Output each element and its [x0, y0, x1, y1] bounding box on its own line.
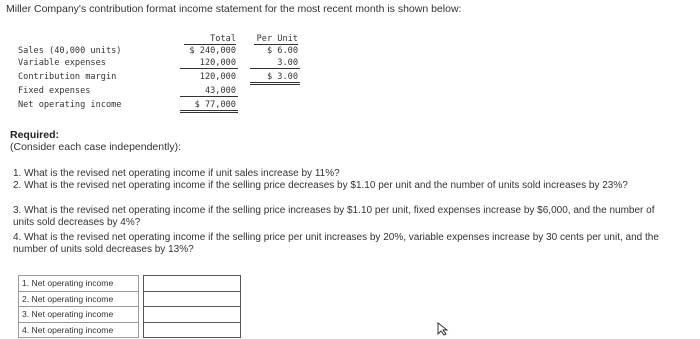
pointer-cursor-icon [436, 322, 450, 336]
subtotal-rule [180, 96, 238, 97]
row-per-unit: $ 6.00 [266, 46, 298, 56]
answer-input-2[interactable] [144, 292, 240, 305]
row-label: Sales (40,000 units) [18, 46, 122, 56]
row-total: 120,000 [199, 58, 236, 68]
answer-label: 3. Net operating income [19, 307, 139, 323]
answer-row [19, 276, 241, 292]
answer-label: 2. Net operating income [19, 291, 139, 307]
row-total: $ 240,000 [189, 46, 236, 56]
answer-row [19, 291, 241, 307]
row-total: 43,000 [204, 86, 236, 96]
required-subtitle: (Consider each case independently): [10, 141, 182, 153]
answer-table [18, 275, 241, 338]
subtotal-rule [250, 68, 300, 69]
intro-text: Miller Company's contribution format income statement for the most recent month is shown below: [6, 3, 462, 15]
subtotal-rule [180, 68, 238, 69]
header-per-unit-underline [254, 44, 298, 45]
row-per-unit: 3.00 [277, 58, 298, 68]
answer-input-4[interactable] [144, 323, 240, 336]
answer-label: 4. Net operating income [19, 322, 139, 338]
row-label: Variable expenses [18, 58, 106, 68]
row-label: Fixed expenses [18, 86, 91, 96]
row-label: Contribution margin [18, 72, 117, 82]
total-double-rule [180, 110, 238, 113]
answer-label: 1. Net operating income [19, 276, 139, 292]
row-total: 120,000 [199, 72, 236, 82]
header-total: Total [210, 34, 236, 44]
per-unit-double-rule [250, 82, 300, 85]
header-per-unit: Per Unit [256, 34, 298, 44]
answer-input-1[interactable] [144, 277, 240, 290]
row-per-unit: $ 3.00 [266, 72, 298, 82]
answer-row [19, 307, 241, 323]
answer-row [19, 322, 241, 338]
question-2: 2. What is the revised net operating income if the selling price decreases by $1.10 per unit and the number of units sold increases by 23%? [13, 180, 628, 191]
row-label: Net operating income [18, 100, 122, 110]
row-total: $ 77,000 [194, 100, 236, 110]
answer-input-3[interactable] [144, 308, 240, 321]
required-heading: Required: [10, 129, 60, 141]
question-4: 4. What is the revised net operating income if the selling price per unit increases by 20%, variable expenses increase by 30 cents per unit, and the number of units sold decreases by 13%? [13, 232, 659, 255]
header-total-underline [184, 44, 236, 45]
question-1: 1. What is the revised net operating income if unit sales increase by 11%? [13, 168, 340, 179]
question-3: 3. What is the revised net operating income if the selling price increases by $1.10 per unit, fixed expenses increase by $6,000, and the number of units sold decreases by 4%? [13, 205, 655, 228]
